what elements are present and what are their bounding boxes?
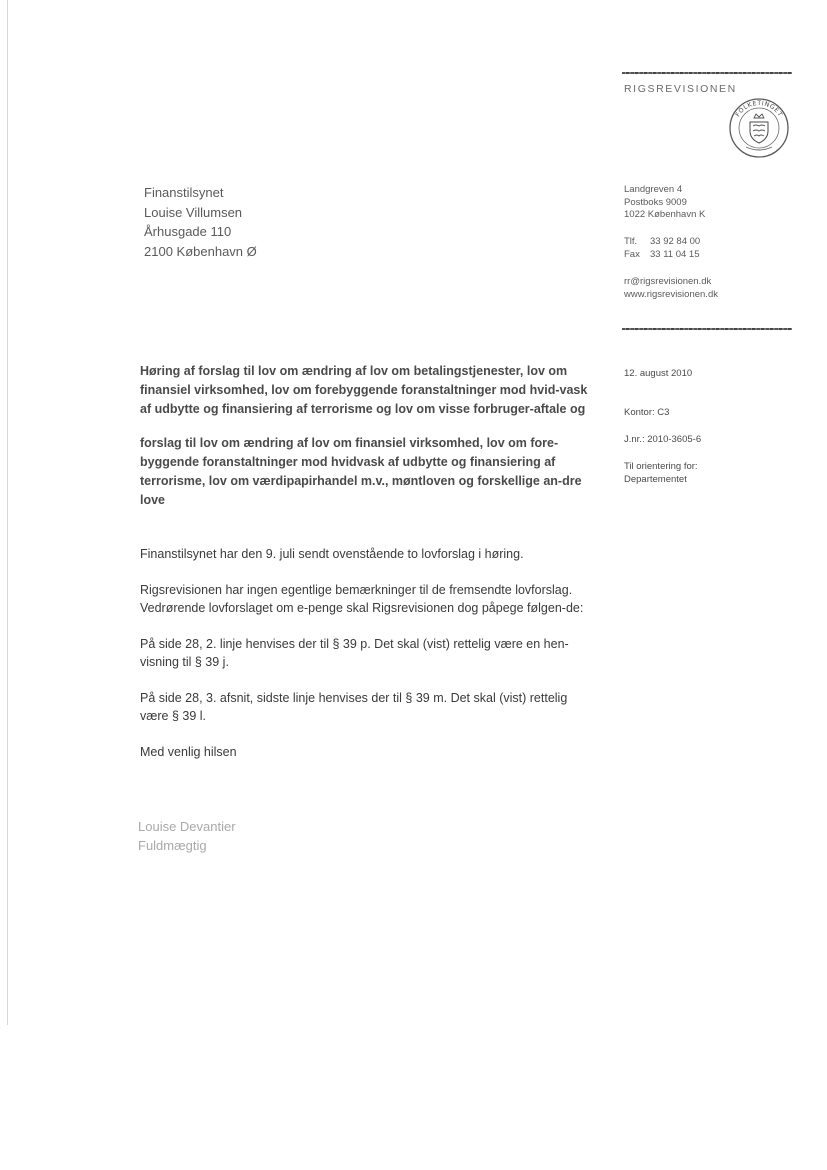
sender-address <box>624 184 705 222</box>
address-line: Landgreven 4 <box>624 184 683 195</box>
website: www.rigsrevisionen.dk <box>624 288 718 300</box>
subject-paragraph: Høring af forslag til lov om ændring af lov om betalingstjenester, lov om finansiel virksomhed, lov om forebyggende foranstaltninger mod hvid-vask af udbytte og finansiering af terrorisme og lov om visse forbruger-aftale og <box>140 364 588 416</box>
sender-contact <box>624 276 718 301</box>
cc-value: Departementet <box>624 473 687 485</box>
scan-edge <box>7 0 8 1025</box>
cc-info <box>624 461 698 486</box>
sender-phone-fax <box>624 236 700 261</box>
body-paragraph: På side 28, 3. afsnit, sidste linje henvises der til § 39 m. Det skal (vist) rettelig være § 39 l. <box>140 691 568 723</box>
org-name: RIGSREVISIONEN <box>624 83 737 95</box>
journal-number: J.nr.: 2010-3605-6 <box>624 434 702 445</box>
recipient-line: Århusgade 110 <box>144 224 232 239</box>
recipient-address <box>144 183 257 261</box>
subject-paragraph: forslag til lov om ændring af lov om finansiel virksomhed, lov om fore-byggende foranstaltninger mod hvidvask af udbytte og finansiering af terrorisme, lov om værdipapirhandel m.v., møntloven og forskellige an-dre love <box>140 436 582 507</box>
letterhead-rule-top <box>622 72 792 74</box>
letter-date: 12. august 2010 <box>624 368 693 379</box>
office-code: Kontor: C3 <box>624 407 670 418</box>
fax-label: Fax <box>624 248 640 260</box>
body-paragraph: På side 28, 2. linje henvises der til § 39 p. Det skal (vist) rettelig være en hen-visning til § 39 j. <box>140 637 569 669</box>
closing: Med venlig hilsen <box>140 745 237 759</box>
email: rr@rigsrevisionen.dk <box>624 276 712 287</box>
phone-value: 33 92 84 00 <box>650 236 701 247</box>
svg-text:FOLKETINGET: FOLKETINGET <box>734 99 784 119</box>
phone-row <box>624 236 700 249</box>
letterhead-rule-mid <box>622 328 792 330</box>
fax-row <box>624 249 700 262</box>
letter-body <box>140 545 598 779</box>
fax-value: 33 11 04 15 <box>650 248 700 260</box>
body-paragraph: Finanstilsynet har den 9. juli sendt ovenstående to lovforslag i høring. <box>140 547 524 561</box>
letter-subject <box>140 362 598 510</box>
recipient-line: Louise Villumsen <box>144 204 243 220</box>
recipient-line: 2100 København Ø <box>144 243 257 259</box>
folketinget-seal <box>728 97 790 159</box>
body-paragraph: Rigsrevisionen har ingen egentlige bemærkninger til de fremsendte lovforslag. Vedrørende lovforslaget om e-penge skal Rigsrevisionen dog påpege følgen-de: <box>140 583 584 615</box>
signature-block <box>138 817 236 855</box>
signatory-title: Fuldmægtig <box>138 838 207 853</box>
phone-label: Tlf. <box>624 236 638 247</box>
signatory-name: Louise Devantier <box>138 819 236 834</box>
address-line: Postboks 9009 <box>624 196 687 208</box>
cc-label: Til orientering for: <box>624 461 698 472</box>
recipient-line: Finanstilsynet <box>144 185 224 200</box>
address-line: 1022 København K <box>624 209 706 220</box>
